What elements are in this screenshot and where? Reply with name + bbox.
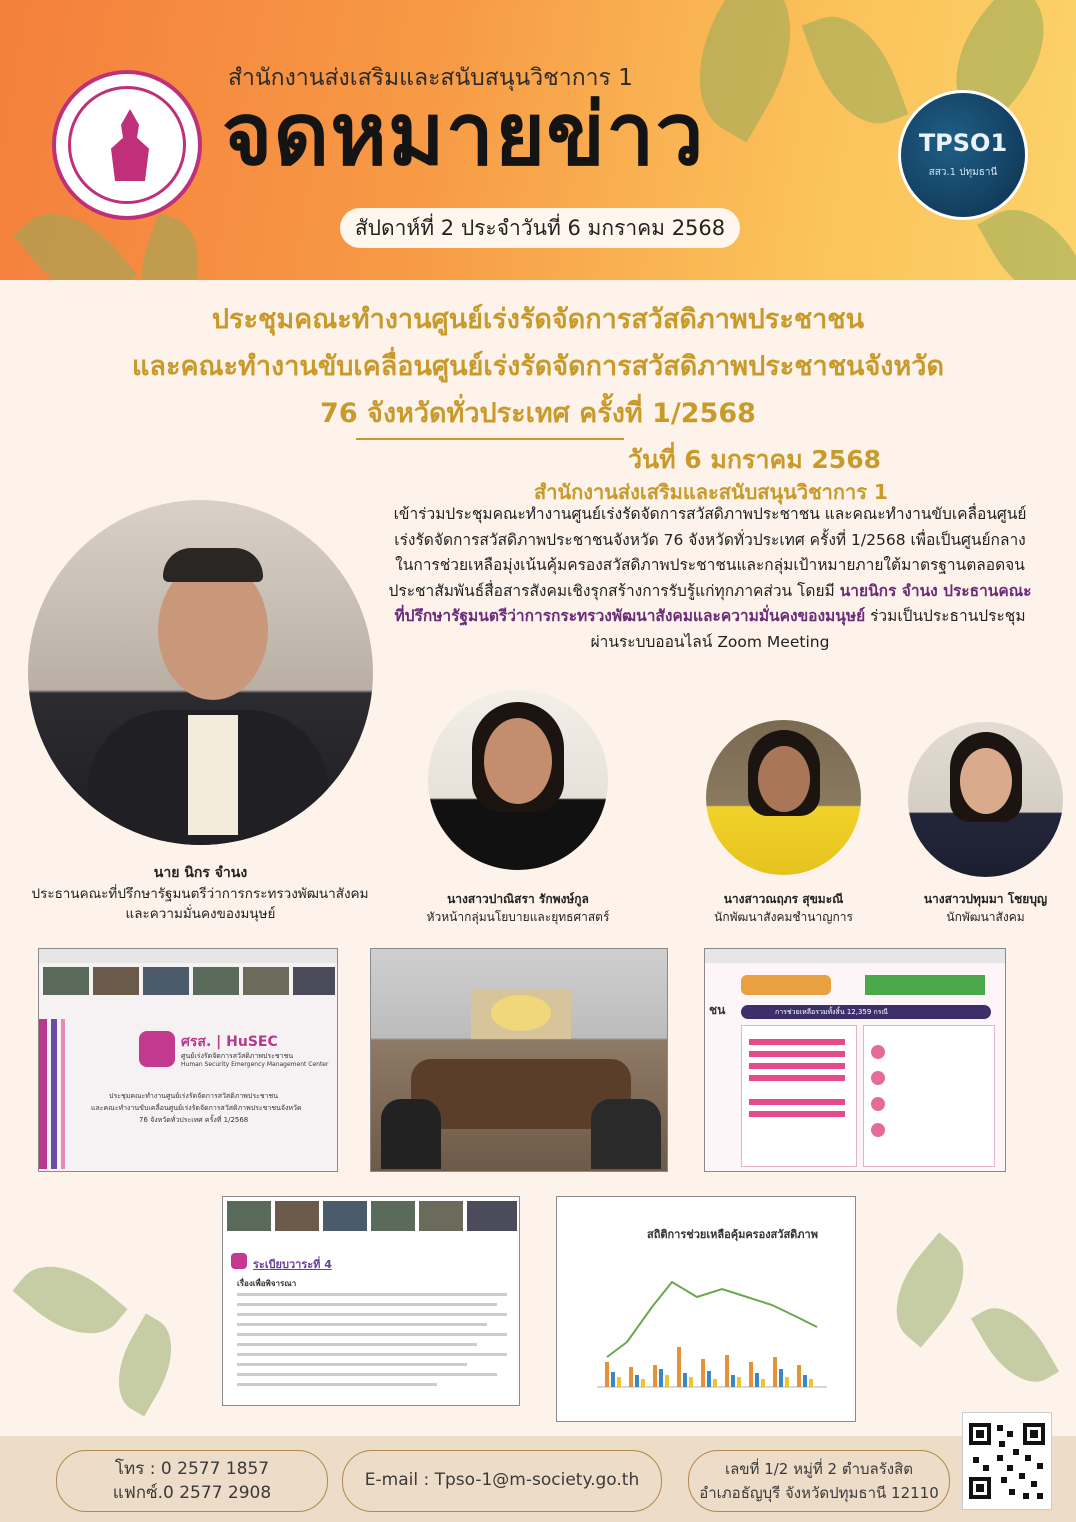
fax: แฟกซ์.0 2577 2908 [112, 1483, 272, 1503]
phone: โทร : 0 2577 1857 [114, 1459, 270, 1479]
body-part1: เข้าร่วมประชุมคณะทำงานศูนย์เร่งรัดจัดการสวัสดิภาพประชาชน และคณะทำงานขับเคลื่อนศูนย์เร่งรัดจัดการสวัสดิภาพประชาชนจังหวัด 76 จังหวัดทั่วประเทศ ครั้งที่ 1/2568 เพื่อเป็นศูนย์กลางในการช่วยเหลือมุ่งเน้นคุ้มครองสวัสดิภาพประชาชนและกลุ่มเป้าหมายภายใต้มาตรฐานตลอดจนประชาสัมพันธ์สื่อสารสังคมเชิงรุกสร้างการรับรู้แก่ทุกภาคส่วน โดยมี [388, 505, 1027, 600]
leaf-decoration [802, 2, 909, 139]
meeting-screenshot-husec [38, 948, 338, 1172]
person-role: หัวหน้ากลุ่มนโยบายและยุทธศาสตร์ [426, 910, 610, 924]
badge-text: TPSO1 [918, 129, 1008, 157]
husec-english: Human Security Emergency Management Center [181, 1061, 329, 1068]
divider [356, 438, 624, 440]
person-role: นักพัฒนาสังคมชำนาญการ [714, 910, 853, 924]
address-line1: เลขที่ 1/2 หมู่ที่ 2 ตำบลรังสิต [724, 1460, 914, 1478]
agenda-title: ระเบียบวาระที่ 4 [253, 1258, 332, 1271]
email: E-mail : Tpso-1@m-society.go.th [364, 1470, 640, 1490]
meeting-room-photo [370, 948, 668, 1172]
husec-slide-line3: 76 จังหวัดทั่วประเทศ ครั้งที่ 1/2568 [139, 1116, 249, 1124]
person-name: นาย นิกร จำนง [153, 865, 248, 881]
newsletter-title: จดหมายข่าว [222, 85, 705, 185]
person-name: นางสาวณฤภร สุขมะณี [723, 892, 844, 906]
agenda-item: เรื่องเพื่อพิจารณา [237, 1279, 297, 1288]
meeting-date: วันที่ 6 มกราคม 2568 [628, 445, 881, 474]
phone-fax-box [56, 1450, 328, 1512]
husec-logo-icon [139, 1031, 175, 1067]
org-name: สำนักงานส่งเสริมและสนับสนุนวิชาการ 1 [228, 65, 633, 91]
article-body [388, 502, 1032, 655]
husec-subtitle: ศูนย์เร่งรัดจัดการสวัสดิภาพประชาชน [181, 1052, 294, 1060]
leaf-decoration [101, 1314, 189, 1417]
portrait-person-2 [428, 690, 608, 870]
statistics-dashboard-screenshot [704, 948, 1006, 1172]
headline-line2: และคณะทำงานขับเคลื่อนศูนย์เร่งรัดจัดการสวัสดิภาพประชาชนจังหวัด [132, 351, 944, 382]
email-box [342, 1450, 662, 1512]
headline [40, 296, 1036, 437]
headline-line1: ประชุมคณะทำงานศูนย์เร่งรัดจัดการสวัสดิภาพประชาชน [211, 304, 865, 335]
portrait-person-3 [706, 720, 861, 875]
husec-logo-text: ศรส. | HuSEC [181, 1034, 278, 1050]
agenda-slide-screenshot [222, 1196, 520, 1406]
body-part2: ร่วมเป็นประธานประชุม ผ่านระบบออนไลน์ Zoom Meeting [590, 607, 1026, 651]
person-role: และความมั่นคงของมนุษย์ [125, 906, 276, 922]
headline-line3: 76 จังหวัดทั่วประเทศ ครั้งที่ 1/2568 [320, 398, 756, 429]
person-role: ประธานคณะที่ปรึกษารัฐมนตรีว่าการกระทรวงพัฒนาสังคม [31, 886, 369, 902]
stats-header: การช่วยเหลือรวมทั้งสิ้น 12,359 กรณี [775, 1008, 889, 1016]
chart-graphic [557, 1197, 856, 1422]
person-role: นักพัฒนาสังคม [946, 910, 1025, 924]
person-name: นางสาวปาณิสรา รักพงษ์กูล [447, 892, 589, 906]
ministry-seal-logo [52, 70, 202, 220]
stats-side-label: ชน [709, 1003, 726, 1017]
husec-slide-line1: ประชุมคณะทำงานศูนย์เร่งรัดจัดการสวัสดิภาพประชาชน [109, 1092, 279, 1100]
address-box [688, 1450, 950, 1512]
person-name: นางสาวปทุมมา โชยบุญ [923, 892, 1048, 906]
leaf-decoration [12, 1245, 127, 1355]
badge-subtext: สสว.1 ปทุมธานี [928, 167, 998, 178]
leaf-decoration [125, 213, 216, 280]
address-line2: อำเภอธัญบุรี จังหวัดปทุมธานี 12110 [699, 1484, 939, 1502]
issue-date: สัปดาห์ที่ 2 ประจำวันที่ 6 มกราคม 2568 [340, 208, 740, 248]
statistics-chart-screenshot [556, 1196, 856, 1422]
portrait-person-4 [908, 722, 1063, 877]
leaf-decoration [971, 1294, 1059, 1397]
portrait-chairman [28, 500, 373, 845]
meeting-org: สำนักงานส่งเสริมและสนับสนุนวิชาการ 1 [534, 480, 888, 504]
leaf-decoration [875, 1232, 985, 1347]
qr-code[interactable] [962, 1412, 1052, 1510]
chart-title: สถิติการช่วยเหลือคุ้มครองสวัสดิภาพ [647, 1228, 818, 1241]
husec-slide-line2: และคณะทำงานขับเคลื่อนศูนย์เร่งรัดจัดการสวัสดิภาพประชาชนจังหวัด [91, 1104, 302, 1112]
tpso1-badge-logo [898, 90, 1028, 220]
agenda-logo-icon [231, 1253, 247, 1269]
body-highlight: นายนิกร จำนง ประธานคณะที่ปรึกษารัฐมนตรีว่าการกระทรวงพัฒนาสังคมและความมั่นคงของมนุษย์ [394, 581, 1032, 625]
